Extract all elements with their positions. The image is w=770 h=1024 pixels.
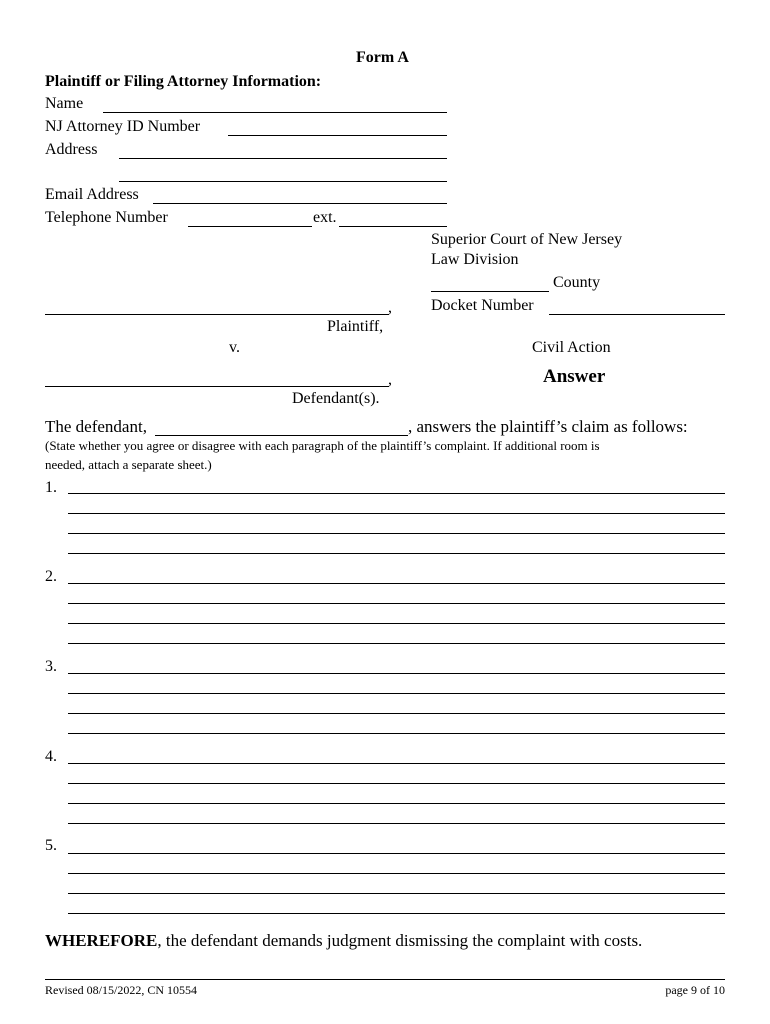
answer-line[interactable] [68, 643, 725, 644]
answer-line[interactable] [68, 873, 725, 874]
answer-line[interactable] [68, 513, 725, 514]
court-division: Law Division [431, 251, 519, 268]
answer-line[interactable] [68, 713, 725, 714]
intro-suffix: , answers the plaintiff’s claim as follows: [408, 417, 688, 436]
answer-line[interactable] [68, 553, 725, 554]
footer-rule [45, 979, 725, 980]
answer-number: 1. [45, 479, 57, 496]
answer-line[interactable] [68, 583, 725, 584]
ext-label: ext. [313, 209, 337, 226]
wherefore-clause [45, 931, 642, 951]
answer-line[interactable] [68, 533, 725, 534]
docket-label: Docket Number [431, 297, 534, 314]
attorney-id-label: NJ Attorney ID Number [45, 118, 201, 135]
plaintiff-comma: , [388, 299, 392, 316]
defendant-name-field[interactable] [45, 386, 389, 387]
address-field-line2[interactable] [119, 181, 447, 182]
name-label: Name [45, 95, 84, 112]
section-header: Plaintiff or Filing Attorney Information: [45, 73, 322, 90]
instructions-line1: (State whether you agree or disagree with each paragraph of the plaintiff’s complaint. If additional room is [45, 438, 600, 453]
telephone-field[interactable] [188, 226, 312, 227]
answer-line[interactable] [68, 783, 725, 784]
civil-action-label: Civil Action [532, 339, 611, 356]
ext-field[interactable] [339, 226, 447, 227]
address-label: Address [45, 141, 98, 158]
answer-line[interactable] [68, 603, 725, 604]
name-field[interactable] [103, 112, 447, 113]
address-field-line1[interactable] [119, 158, 447, 159]
answer-line[interactable] [68, 823, 725, 824]
answer-line[interactable] [68, 493, 725, 494]
telephone-label: Telephone Number [45, 209, 168, 226]
answer-line[interactable] [68, 623, 725, 624]
defendant-comma: , [388, 371, 392, 388]
answer-line[interactable] [68, 913, 725, 914]
defendant-label: Defendant(s). [292, 390, 380, 407]
answer-number: 4. [45, 748, 57, 765]
answer-line[interactable] [68, 853, 725, 854]
answer-line[interactable] [68, 803, 725, 804]
footer-page-number: page 9 of 10 [665, 983, 725, 997]
email-label: Email Address [45, 186, 139, 203]
footer-revision: Revised 08/15/2022, CN 10554 [45, 983, 197, 997]
plaintiff-label: Plaintiff, [327, 318, 384, 335]
county-label: County [553, 274, 601, 291]
answer-number: 3. [45, 658, 57, 675]
docket-number-field[interactable] [549, 314, 725, 315]
answer-line[interactable] [68, 893, 725, 894]
document-title: Answer [543, 366, 606, 387]
answer-number: 5. [45, 837, 57, 854]
plaintiff-name-field[interactable] [45, 314, 389, 315]
answer-line[interactable] [68, 693, 725, 694]
answer-line[interactable] [68, 673, 725, 674]
intro-prefix: The defendant, [45, 417, 147, 436]
answer-number: 2. [45, 568, 57, 585]
versus-label: v. [229, 339, 240, 356]
wherefore-bold: WHEREFORE [45, 931, 158, 950]
form-title: Form A [356, 49, 409, 66]
wherefore-rest: , the defendant demands judgment dismissing the complaint with costs. [157, 931, 643, 950]
instructions-line2: needed, attach a separate sheet.) [45, 457, 212, 472]
answer-line[interactable] [68, 733, 725, 734]
county-field[interactable] [431, 291, 549, 292]
attorney-id-field[interactable] [228, 135, 447, 136]
email-field[interactable] [153, 203, 447, 204]
court-name: Superior Court of New Jersey [431, 231, 623, 248]
answer-line[interactable] [68, 763, 725, 764]
